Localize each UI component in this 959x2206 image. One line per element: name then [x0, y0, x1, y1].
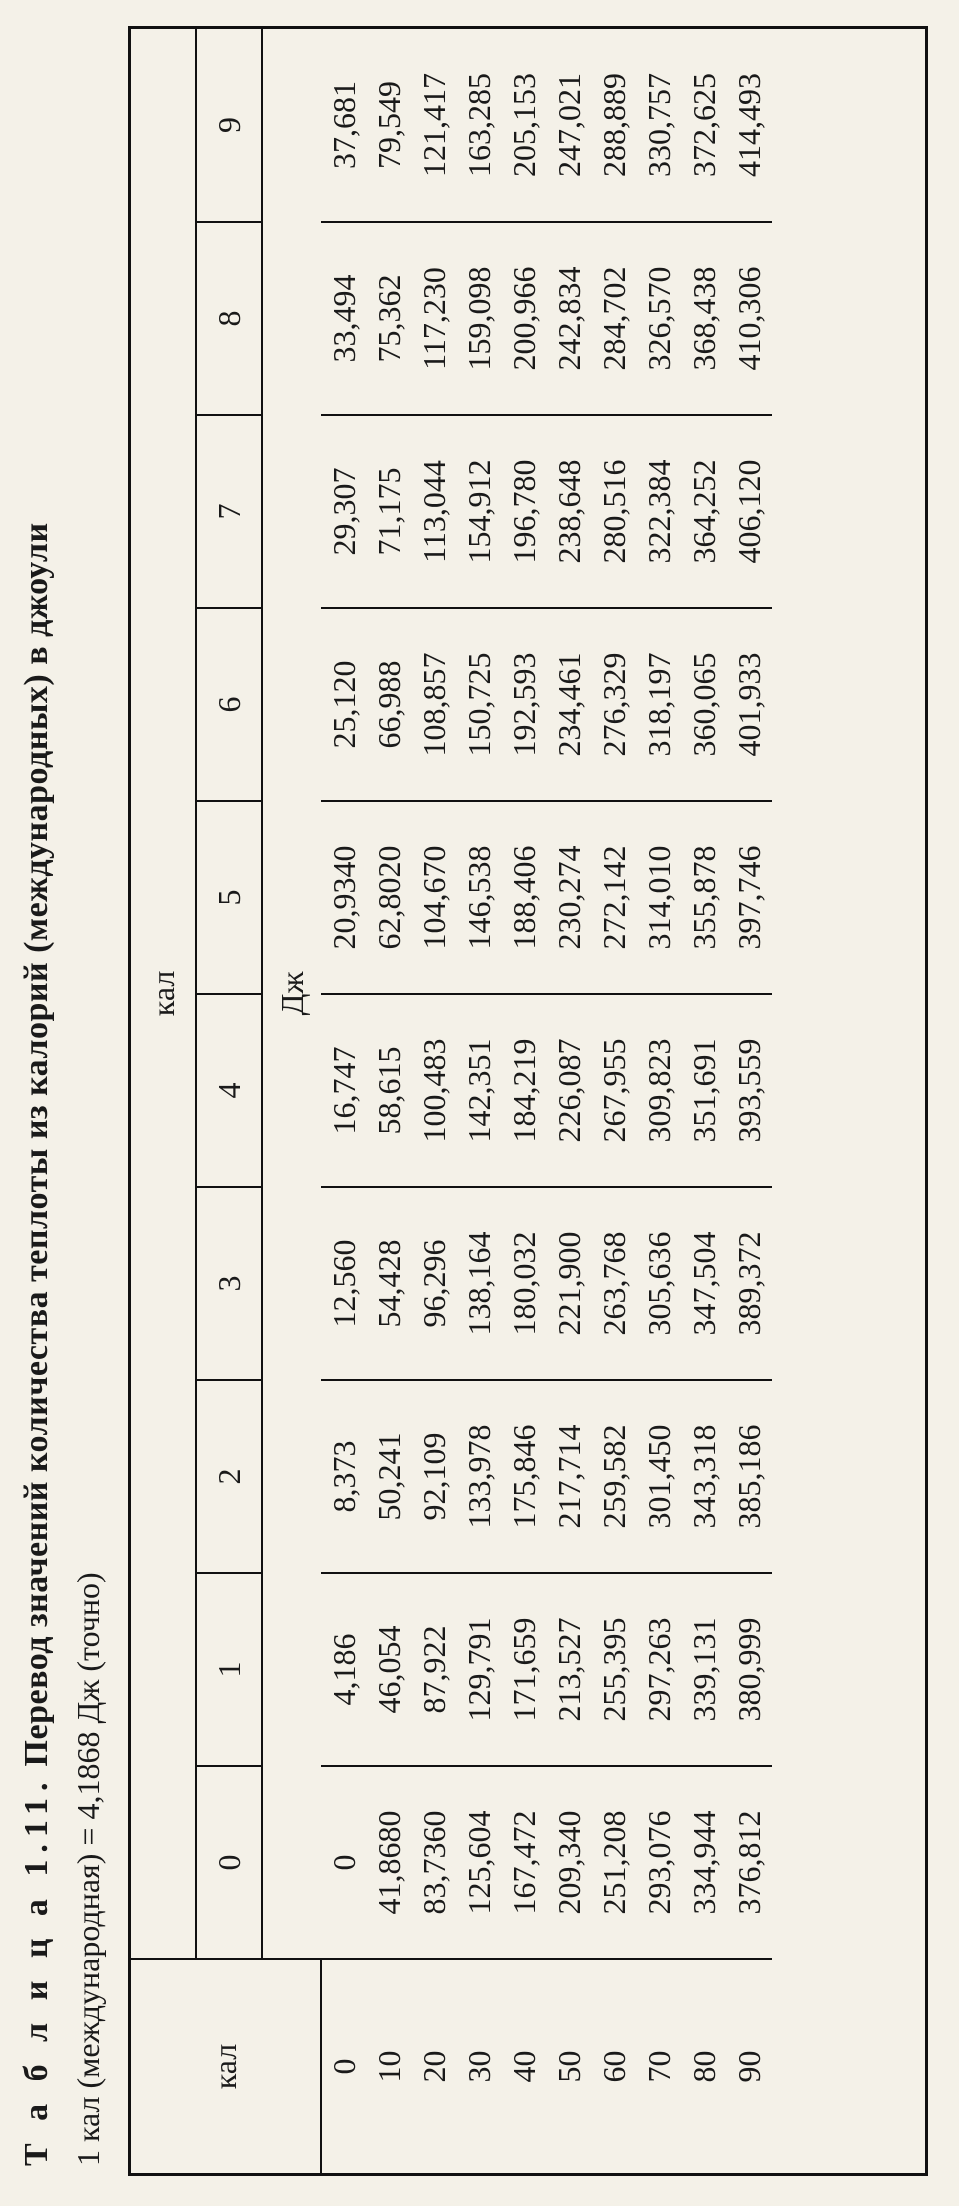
table-cell: 297,263	[637, 1573, 682, 1766]
table-cell: 41,8680	[371, 1810, 407, 1915]
row-label: 60	[592, 1959, 637, 2173]
table-cell: 330,757	[637, 29, 682, 222]
table-row	[457, 29, 502, 2173]
table-cell: 238,648	[547, 415, 592, 608]
table-number: Т а б л и ц а 1.11.	[18, 1775, 55, 2166]
table-cell: 142,351	[457, 994, 502, 1187]
table-cell: 83,7360	[416, 1810, 452, 1915]
table-cell: 401,933	[727, 608, 772, 801]
table-cell: 87,922	[412, 1573, 457, 1766]
table-row	[637, 29, 682, 2173]
table-cell: 247,021	[547, 29, 592, 222]
table-cell: 104,670	[412, 801, 457, 994]
table-cell: 129,791	[457, 1573, 502, 1766]
top-unit-header: кал	[144, 970, 181, 1017]
table-cell: 96,296	[412, 1187, 457, 1380]
table-cell: 4,186	[321, 1573, 367, 1766]
table-cell: 347,504	[682, 1187, 727, 1380]
column-header: 6	[196, 608, 262, 801]
table-cell: 360,065	[682, 608, 727, 801]
table-cell: 410,306	[727, 222, 772, 415]
table-row	[547, 29, 592, 2173]
row-label: 90	[727, 1959, 772, 2173]
table-cell: 150,725	[457, 608, 502, 801]
table-cell: 385,186	[727, 1380, 772, 1573]
table-cell: 205,153	[502, 29, 547, 222]
table-cell: 12,560	[321, 1187, 367, 1380]
row-label: 30	[457, 1959, 502, 2173]
table-cell: 318,197	[637, 608, 682, 801]
table-cell: 372,625	[682, 29, 727, 222]
table-cell: 33,494	[321, 222, 367, 415]
table-cell: 71,175	[367, 415, 412, 608]
table-cell: 175,846	[502, 1380, 547, 1573]
table-cell: 108,857	[412, 608, 457, 801]
table-cell: 121,417	[412, 29, 457, 222]
table-cell: 380,999	[727, 1573, 772, 1766]
table-cell: 117,230	[412, 222, 457, 415]
table-cell: 314,010	[637, 801, 682, 994]
table-cell: 180,032	[502, 1187, 547, 1380]
table-row	[367, 29, 412, 2173]
table-cell: 138,164	[457, 1187, 502, 1380]
row-label: 50	[547, 1959, 592, 2173]
table-cell: 146,538	[457, 801, 502, 994]
table-cell: 29,307	[321, 415, 367, 608]
table-subtitle: 1 кал (международная) = 4,1868 Дж (точно)	[70, 1572, 106, 2166]
conversion-table	[131, 29, 772, 2173]
column-header: 4	[196, 994, 262, 1187]
table-cell: 276,329	[592, 608, 637, 801]
table-cell: 209,340	[551, 1810, 587, 1915]
table-title-text: Перевод значений количества теплоты из калорий (международных) в джоули	[18, 522, 55, 1767]
column-header: 0	[196, 1766, 262, 1959]
column-header: 1	[196, 1573, 262, 1766]
table-cell: 351,691	[682, 994, 727, 1187]
table-cell: 196,780	[502, 415, 547, 608]
table-row	[412, 29, 457, 2173]
table-cell: 113,044	[412, 415, 457, 608]
table-cell: 54,428	[367, 1187, 412, 1380]
table-cell: 0	[325, 1854, 362, 1871]
table-cell: 221,900	[547, 1187, 592, 1380]
table-cell: 305,636	[637, 1187, 682, 1380]
table-cell: 50,241	[367, 1380, 412, 1573]
table-cell: 301,450	[637, 1380, 682, 1573]
table-cell: 20,9340	[321, 801, 367, 994]
table-cell: 334,944	[686, 1810, 722, 1915]
table-cell: 414,493	[727, 29, 772, 222]
table-cell: 234,461	[547, 608, 592, 801]
table-cell: 133,978	[457, 1380, 502, 1573]
table-row	[727, 29, 772, 2173]
table-cell: 284,702	[592, 222, 637, 415]
table-cell: 58,615	[367, 994, 412, 1187]
table-cell: 364,252	[682, 415, 727, 608]
table-cell: 339,131	[682, 1573, 727, 1766]
table-cell: 230,274	[547, 801, 592, 994]
table-cell: 125,604	[461, 1810, 497, 1915]
table-cell: 66,988	[367, 608, 412, 801]
table-cell: 62,8020	[367, 801, 412, 994]
table-title	[18, 46, 56, 2166]
table-cell: 192,593	[502, 608, 547, 801]
table-row	[321, 29, 367, 2173]
row-label: 40	[502, 1959, 547, 2173]
table-cell: 389,372	[727, 1187, 772, 1380]
table-row	[682, 29, 727, 2173]
table-cell: 184,219	[502, 994, 547, 1187]
table-cell: 288,889	[592, 29, 637, 222]
corner-header: кал	[131, 1959, 321, 2173]
column-header: 9	[196, 29, 262, 222]
table-cell: 167,472	[506, 1810, 542, 1915]
table-cell: 37,681	[321, 29, 367, 222]
table-cell: 397,746	[727, 801, 772, 994]
table-cell: 100,483	[412, 994, 457, 1187]
table-cell: 376,812	[731, 1810, 767, 1915]
column-header: 5	[196, 801, 262, 994]
table-cell: 46,054	[367, 1573, 412, 1766]
table-cell: 393,559	[727, 994, 772, 1187]
table-cell: 188,406	[502, 801, 547, 994]
table-cell: 226,087	[547, 994, 592, 1187]
column-header: 2	[196, 1380, 262, 1573]
row-label: 20	[412, 1959, 457, 2173]
table-cell: 75,362	[367, 222, 412, 415]
table-cell: 159,098	[457, 222, 502, 415]
row-label: 80	[682, 1959, 727, 2173]
row-label: 10	[367, 1959, 412, 2173]
column-header: 7	[196, 415, 262, 608]
table-cell: 259,582	[592, 1380, 637, 1573]
table-cell: 343,318	[682, 1380, 727, 1573]
table-row	[592, 29, 637, 2173]
table-cell: 16,747	[321, 994, 367, 1187]
table-cell: 280,516	[592, 415, 637, 608]
table-cell: 322,384	[637, 415, 682, 608]
column-header: 3	[196, 1187, 262, 1380]
column-header: 8	[196, 222, 262, 415]
table-cell: 242,834	[547, 222, 592, 415]
row-label: 0	[321, 1959, 367, 2173]
table-cell: 25,120	[321, 608, 367, 801]
table-cell: 163,285	[457, 29, 502, 222]
table-cell: 309,823	[637, 994, 682, 1187]
table-cell: 406,120	[727, 415, 772, 608]
table-cell: 8,373	[321, 1380, 367, 1573]
table-cell: 213,527	[547, 1573, 592, 1766]
table-cell: 267,955	[592, 994, 637, 1187]
table-cell: 272,142	[592, 801, 637, 994]
table-cell: 251,208	[596, 1810, 632, 1915]
table-cell: 355,878	[682, 801, 727, 994]
table-body	[321, 29, 772, 2173]
table-row	[502, 29, 547, 2173]
table-cell: 154,912	[457, 415, 502, 608]
table-cell: 293,076	[641, 1810, 677, 1915]
body-unit-header: Дж	[273, 971, 310, 1016]
table-cell: 79,549	[367, 29, 412, 222]
table-cell: 255,395	[592, 1573, 637, 1766]
table-cell: 171,659	[502, 1573, 547, 1766]
table-cell: 217,714	[547, 1380, 592, 1573]
table-cell: 200,966	[502, 222, 547, 415]
column-header-row	[196, 29, 262, 2173]
table-cell: 326,570	[637, 222, 682, 415]
table-cell: 263,768	[592, 1187, 637, 1380]
table-cell: 92,109	[412, 1380, 457, 1573]
row-label: 70	[637, 1959, 682, 2173]
table-cell: 368,438	[682, 222, 727, 415]
